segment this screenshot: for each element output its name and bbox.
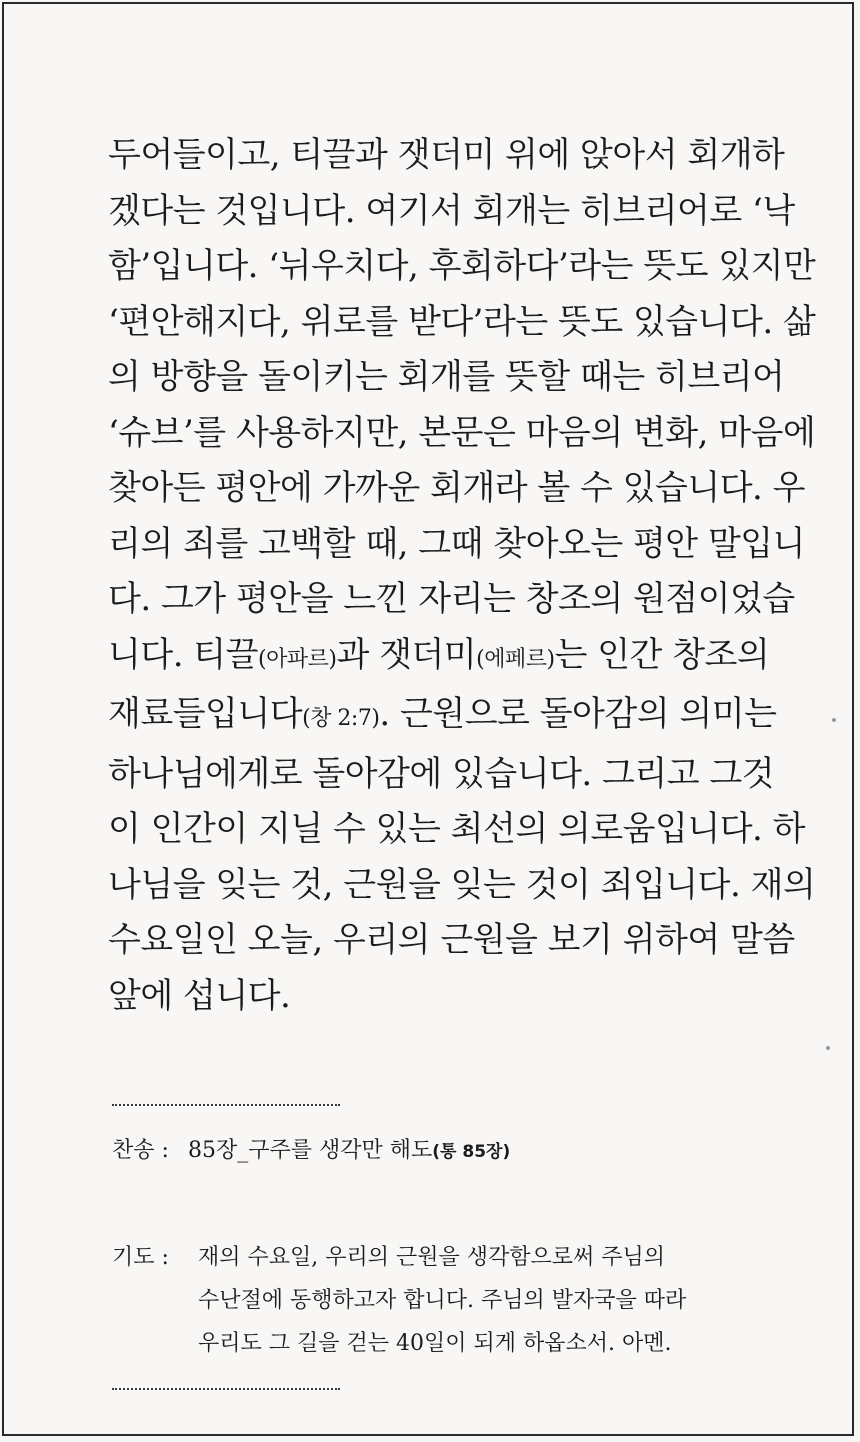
hymn-old-number: (통 85장) (432, 1142, 511, 1162)
hymn-line (112, 1136, 510, 1167)
body-line: ‘슈브’를 사용하지만, 본문은 마음의 변화, 마음에 (108, 412, 816, 453)
body-text-run: 재료들입니다 (108, 694, 303, 734)
paper-speck (832, 718, 836, 722)
dotted-divider-bottom (112, 1388, 340, 1390)
body-text-run: 는 인간 창조의 (554, 634, 770, 675)
body-line: 리의 죄를 고백할 때, 그때 찾아오는 평안 말입니 (108, 523, 805, 564)
body-line: 찾아든 평안에 가까운 회개라 볼 수 있습니다. 우 (108, 468, 805, 508)
dotted-divider-top (112, 1104, 340, 1106)
body-text-run: 과 잿더미 (336, 634, 477, 675)
prayer-text (198, 1236, 798, 1365)
body-line: 앞에 섭니다. (108, 975, 291, 1016)
body-line: 수요일인 오늘, 우리의 근원을 보기 위하여 말씀 (108, 920, 795, 960)
hymn-label: 찬송 : (112, 1138, 169, 1163)
prayer-line: 재의 수요일, 우리의 근원을 생각함으로써 주님의 (198, 1245, 666, 1270)
hebrew-gloss: (에페르) (476, 646, 555, 672)
body-line: 겠다는 것입니다. 여기서 회개는 히브리어로 ‘낙 (108, 190, 795, 231)
body-text-run: . 근원으로 돌아감의 의미는 (379, 694, 777, 734)
body-line (108, 628, 788, 688)
prayer-line: 수난절에 동행하고자 합니다. 주님의 발자국을 따라 (198, 1288, 687, 1313)
hymn-title: 85장_구주를 생각만 해도 (188, 1138, 433, 1163)
body-line: 의 방향을 돌이키는 회개를 뜻할 때는 히브리어 (108, 357, 785, 397)
body-line (108, 687, 788, 747)
body-line: 다. 그가 평안을 느낀 자리는 창조의 원점이었습 (108, 579, 795, 619)
body-line: 이 인간이 지닐 수 있는 최선의 의로움입니다. 하 (108, 809, 805, 849)
body-text-run: 니다. 티끌 (108, 634, 258, 675)
prayer-label: 기도 : (112, 1245, 169, 1270)
devotional-body (108, 128, 816, 1024)
body-line: ‘편안해지다, 위로를 받다’라는 뜻도 있습니다. 삶 (108, 301, 816, 342)
paper-speck (826, 1046, 830, 1050)
body-line: 나님을 잊는 것, 근원을 잊는 것이 죄입니다. 재의 (108, 864, 816, 905)
body-line: 함’입니다. ‘뉘우치다, 후회하다’라는 뜻도 있지만 (108, 246, 816, 286)
scripture-reference: (창 2:7) (302, 706, 380, 731)
body-line: 하나님에게로 돌아감에 있습니다. 그리고 그것 (108, 753, 775, 794)
prayer-line: 우리도 그 길을 걷는 40일이 되게 하옵소서. 아멘. (198, 1331, 672, 1356)
body-line: 두어들이고, 티끌과 잿더미 위에 앉아서 회개하 (108, 135, 785, 175)
hebrew-gloss: (아파르) (258, 646, 337, 672)
